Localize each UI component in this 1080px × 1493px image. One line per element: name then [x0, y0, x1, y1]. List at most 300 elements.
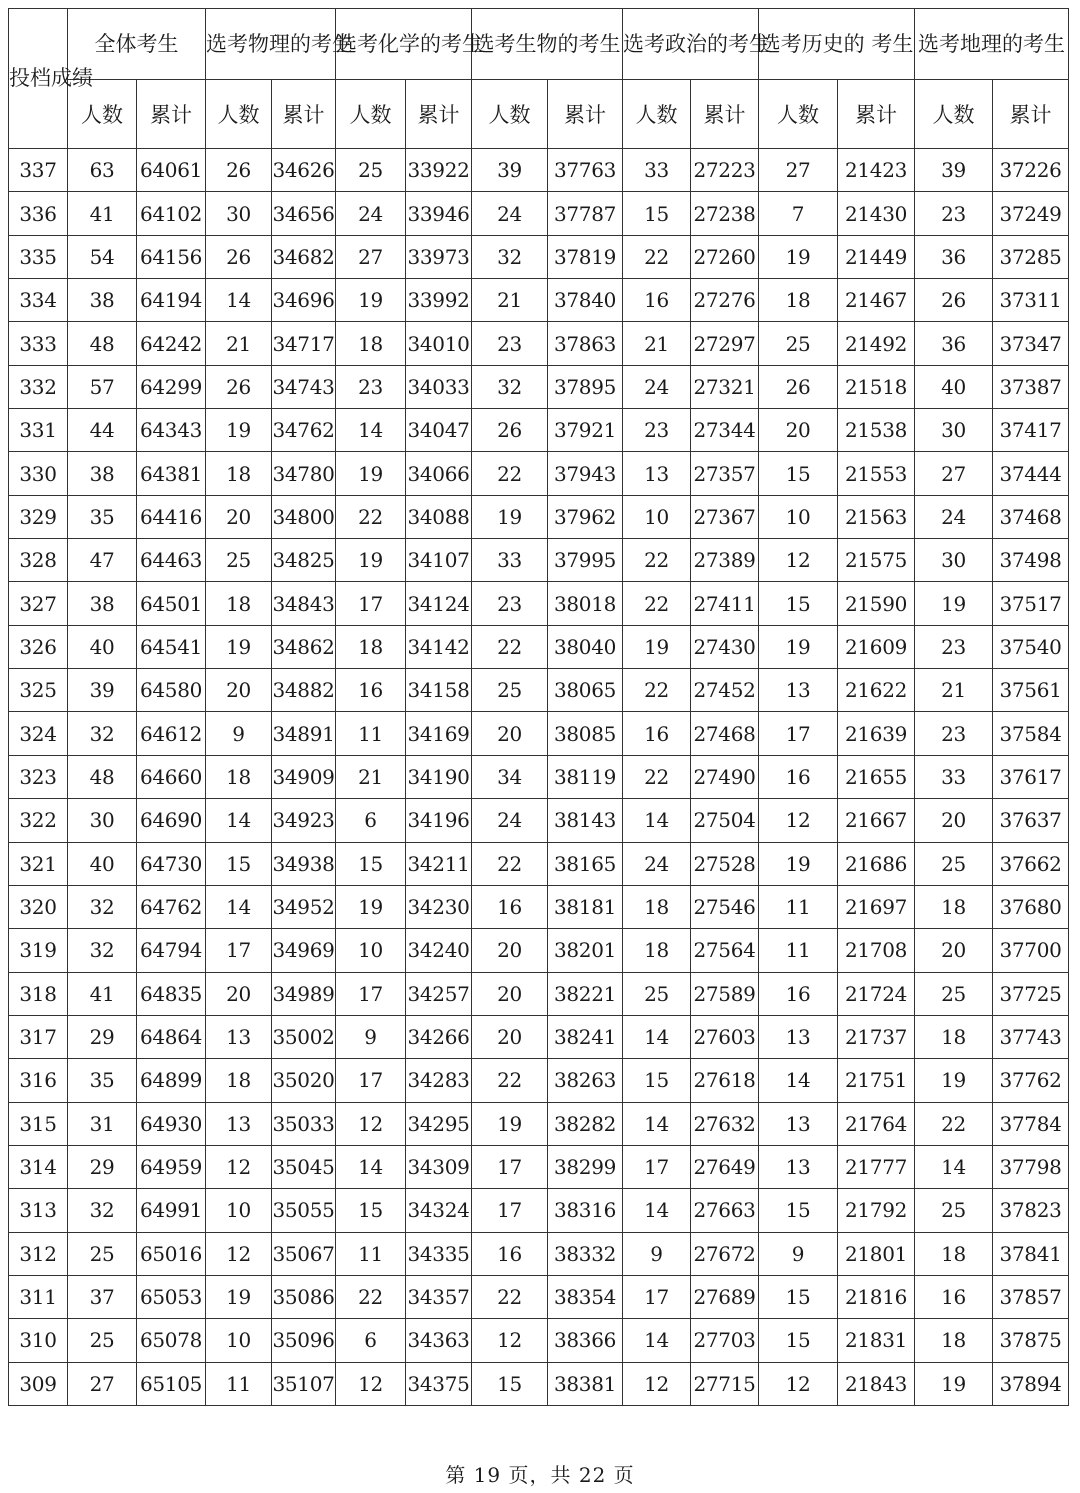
cumulative-cell: 38221	[548, 972, 623, 1015]
cumulative-cell: 21518	[838, 365, 915, 408]
cumulative-cell: 34158	[406, 669, 472, 712]
table-row	[9, 669, 1069, 712]
count-cell: 32	[68, 1189, 137, 1232]
count-cell: 20	[206, 972, 272, 1015]
cumulative-subheader: 累计	[993, 80, 1069, 149]
cumulative-subheader: 累计	[406, 80, 472, 149]
count-cell: 30	[915, 539, 993, 582]
cumulative-cell: 37763	[548, 149, 623, 192]
score-cell: 325	[9, 669, 68, 712]
count-cell: 10	[759, 495, 838, 538]
count-subheader: 人数	[68, 80, 137, 149]
count-cell: 57	[68, 365, 137, 408]
count-cell: 14	[623, 1319, 691, 1362]
cumulative-cell: 64864	[137, 1015, 206, 1058]
group-header-politics: 选考政治的考生	[623, 9, 759, 80]
score-cell: 313	[9, 1189, 68, 1232]
count-cell: 16	[915, 1275, 993, 1318]
count-cell: 22	[336, 495, 406, 538]
cumulative-cell: 64416	[137, 495, 206, 538]
count-cell: 39	[915, 149, 993, 192]
count-cell: 30	[206, 192, 272, 235]
count-cell: 15	[623, 1059, 691, 1102]
cumulative-cell: 37841	[993, 1232, 1069, 1275]
table-row	[9, 1059, 1069, 1102]
group-header-history: 选考历史的 考生	[759, 9, 915, 80]
cumulative-cell: 34762	[272, 409, 336, 452]
count-cell: 32	[472, 235, 548, 278]
count-cell: 15	[336, 1189, 406, 1232]
count-cell: 20	[472, 929, 548, 972]
count-cell: 20	[915, 929, 993, 972]
count-cell: 35	[68, 1059, 137, 1102]
count-cell: 22	[472, 842, 548, 885]
count-cell: 15	[759, 1189, 838, 1232]
score-cell: 334	[9, 279, 68, 322]
cumulative-cell: 38065	[548, 669, 623, 712]
score-cell: 332	[9, 365, 68, 408]
count-cell: 19	[206, 625, 272, 668]
cumulative-cell: 21792	[838, 1189, 915, 1232]
count-cell: 21	[336, 755, 406, 798]
cumulative-cell: 21697	[838, 885, 915, 928]
count-cell: 19	[472, 495, 548, 538]
cumulative-cell: 37617	[993, 755, 1069, 798]
count-cell: 15	[759, 452, 838, 495]
cumulative-cell: 27564	[691, 929, 759, 972]
cumulative-cell: 21538	[838, 409, 915, 452]
cumulative-cell: 37249	[993, 192, 1069, 235]
count-cell: 19	[472, 1102, 548, 1145]
table-row	[9, 539, 1069, 582]
cumulative-cell: 37387	[993, 365, 1069, 408]
count-cell: 14	[623, 1189, 691, 1232]
cumulative-cell: 37894	[993, 1362, 1069, 1405]
cumulative-cell: 38181	[548, 885, 623, 928]
score-cell: 330	[9, 452, 68, 495]
count-cell: 35	[68, 495, 137, 538]
count-cell: 37	[68, 1275, 137, 1318]
count-cell: 26	[759, 365, 838, 408]
count-subheader: 人数	[915, 80, 993, 149]
count-cell: 31	[68, 1102, 137, 1145]
count-cell: 25	[915, 842, 993, 885]
cumulative-cell: 27490	[691, 755, 759, 798]
cumulative-cell: 64343	[137, 409, 206, 452]
table-row	[9, 885, 1069, 928]
count-cell: 38	[68, 582, 137, 625]
cumulative-cell: 34190	[406, 755, 472, 798]
count-cell: 18	[759, 279, 838, 322]
cumulative-cell: 35020	[272, 1059, 336, 1102]
cumulative-cell: 35055	[272, 1189, 336, 1232]
count-cell: 19	[336, 279, 406, 322]
count-cell: 19	[336, 452, 406, 495]
cumulative-cell: 38316	[548, 1189, 623, 1232]
cumulative-cell: 37226	[993, 149, 1069, 192]
count-cell: 32	[472, 365, 548, 408]
count-cell: 22	[336, 1275, 406, 1318]
cumulative-subheader: 累计	[838, 80, 915, 149]
cumulative-cell: 37285	[993, 235, 1069, 278]
cumulative-cell: 21667	[838, 799, 915, 842]
count-cell: 25	[915, 1189, 993, 1232]
cumulative-cell: 34862	[272, 625, 336, 668]
cumulative-cell: 38381	[548, 1362, 623, 1405]
count-cell: 30	[915, 409, 993, 452]
cumulative-cell: 64156	[137, 235, 206, 278]
cumulative-cell: 38201	[548, 929, 623, 972]
table-row	[9, 972, 1069, 1015]
count-cell: 14	[915, 1145, 993, 1188]
page-footer: 第 19 页，共 22 页	[445, 1463, 635, 1487]
cumulative-cell: 21843	[838, 1362, 915, 1405]
group-header-biology: 选考生物的考生	[472, 9, 623, 80]
count-cell: 10	[206, 1189, 272, 1232]
count-cell: 18	[206, 452, 272, 495]
table-row	[9, 1015, 1069, 1058]
cumulative-cell: 21590	[838, 582, 915, 625]
cumulative-cell: 27703	[691, 1319, 759, 1362]
count-cell: 54	[68, 235, 137, 278]
cumulative-cell: 34196	[406, 799, 472, 842]
cumulative-cell: 34843	[272, 582, 336, 625]
count-cell: 23	[915, 192, 993, 235]
table-row	[9, 755, 1069, 798]
cumulative-cell: 37561	[993, 669, 1069, 712]
count-cell: 48	[68, 322, 137, 365]
score-cell: 333	[9, 322, 68, 365]
count-cell: 20	[206, 495, 272, 538]
cumulative-cell: 37444	[993, 452, 1069, 495]
table-row	[9, 1145, 1069, 1188]
cumulative-cell: 64501	[137, 582, 206, 625]
count-cell: 15	[759, 582, 838, 625]
count-cell: 14	[206, 279, 272, 322]
count-cell: 15	[623, 192, 691, 235]
score-cell: 316	[9, 1059, 68, 1102]
cumulative-cell: 27715	[691, 1362, 759, 1405]
count-cell: 12	[336, 1362, 406, 1405]
count-cell: 13	[759, 1145, 838, 1188]
cumulative-subheader: 累计	[691, 80, 759, 149]
cumulative-cell: 37540	[993, 625, 1069, 668]
cumulative-cell: 37840	[548, 279, 623, 322]
count-cell: 19	[915, 582, 993, 625]
cumulative-cell: 37311	[993, 279, 1069, 322]
count-cell: 11	[206, 1362, 272, 1405]
count-cell: 17	[759, 712, 838, 755]
count-cell: 33	[623, 149, 691, 192]
cumulative-cell: 34230	[406, 885, 472, 928]
count-cell: 24	[472, 799, 548, 842]
cumulative-cell: 21449	[838, 235, 915, 278]
score-cell: 311	[9, 1275, 68, 1318]
cumulative-cell: 21737	[838, 1015, 915, 1058]
count-cell: 11	[336, 712, 406, 755]
count-cell: 15	[759, 1275, 838, 1318]
table-row	[9, 582, 1069, 625]
count-cell: 44	[68, 409, 137, 452]
cumulative-cell: 38143	[548, 799, 623, 842]
count-cell: 17	[336, 972, 406, 1015]
count-cell: 21	[206, 322, 272, 365]
table-row	[9, 799, 1069, 842]
count-cell: 32	[68, 712, 137, 755]
cumulative-cell: 27367	[691, 495, 759, 538]
count-cell: 19	[623, 625, 691, 668]
count-cell: 38	[68, 279, 137, 322]
count-cell: 18	[206, 582, 272, 625]
cumulative-cell: 21639	[838, 712, 915, 755]
count-cell: 33	[472, 539, 548, 582]
cumulative-cell: 34626	[272, 149, 336, 192]
cumulative-cell: 21430	[838, 192, 915, 235]
cumulative-cell: 64061	[137, 149, 206, 192]
count-cell: 32	[68, 885, 137, 928]
table-row	[9, 365, 1069, 408]
score-cell: 331	[9, 409, 68, 452]
cumulative-cell: 37584	[993, 712, 1069, 755]
cumulative-cell: 38332	[548, 1232, 623, 1275]
count-cell: 63	[68, 149, 137, 192]
cumulative-cell: 64730	[137, 842, 206, 885]
cumulative-cell: 34066	[406, 452, 472, 495]
count-subheader: 人数	[336, 80, 406, 149]
count-cell: 18	[336, 322, 406, 365]
score-cell: 336	[9, 192, 68, 235]
cumulative-cell: 34825	[272, 539, 336, 582]
cumulative-cell: 64660	[137, 755, 206, 798]
cumulative-cell: 21423	[838, 149, 915, 192]
count-cell: 15	[759, 1319, 838, 1362]
cumulative-cell: 37787	[548, 192, 623, 235]
count-cell: 22	[623, 582, 691, 625]
score-cell: 319	[9, 929, 68, 972]
count-cell: 40	[915, 365, 993, 408]
cumulative-cell: 27546	[691, 885, 759, 928]
cumulative-cell: 38241	[548, 1015, 623, 1058]
count-cell: 21	[623, 322, 691, 365]
cumulative-cell: 34324	[406, 1189, 472, 1232]
score-cell: 312	[9, 1232, 68, 1275]
cumulative-cell: 37995	[548, 539, 623, 582]
table-row	[9, 409, 1069, 452]
cumulative-cell: 34124	[406, 582, 472, 625]
group-header-physics: 选考物理的考生	[206, 9, 336, 80]
cumulative-cell: 37819	[548, 235, 623, 278]
cumulative-cell: 65053	[137, 1275, 206, 1318]
count-cell: 9	[623, 1232, 691, 1275]
cumulative-cell: 37680	[993, 885, 1069, 928]
count-cell: 22	[472, 1059, 548, 1102]
cumulative-cell: 37823	[993, 1189, 1069, 1232]
subheader-row	[9, 80, 1069, 149]
cumulative-cell: 64612	[137, 712, 206, 755]
cumulative-cell: 64541	[137, 625, 206, 668]
cumulative-cell: 37798	[993, 1145, 1069, 1188]
count-cell: 7	[759, 192, 838, 235]
count-cell: 17	[336, 582, 406, 625]
count-cell: 26	[206, 235, 272, 278]
count-cell: 29	[68, 1015, 137, 1058]
count-cell: 36	[915, 322, 993, 365]
table-row	[9, 192, 1069, 235]
table-row	[9, 712, 1069, 755]
count-cell: 27	[336, 235, 406, 278]
cumulative-cell: 27430	[691, 625, 759, 668]
count-cell: 47	[68, 539, 137, 582]
cumulative-cell: 27223	[691, 149, 759, 192]
count-cell: 16	[623, 279, 691, 322]
count-cell: 48	[68, 755, 137, 798]
count-cell: 19	[206, 1275, 272, 1318]
count-cell: 9	[759, 1232, 838, 1275]
count-cell: 12	[472, 1319, 548, 1362]
count-cell: 10	[336, 929, 406, 972]
cumulative-cell: 64242	[137, 322, 206, 365]
count-cell: 11	[336, 1232, 406, 1275]
count-cell: 18	[623, 885, 691, 928]
cumulative-cell: 38040	[548, 625, 623, 668]
group-header-geography: 选考地理的考生	[915, 9, 1069, 80]
count-cell: 19	[336, 539, 406, 582]
count-cell: 13	[206, 1102, 272, 1145]
cumulative-cell: 21553	[838, 452, 915, 495]
cumulative-cell: 21764	[838, 1102, 915, 1145]
cumulative-cell: 34142	[406, 625, 472, 668]
count-cell: 13	[206, 1015, 272, 1058]
cumulative-cell: 27297	[691, 322, 759, 365]
score-cell: 327	[9, 582, 68, 625]
cumulative-cell: 27689	[691, 1275, 759, 1318]
count-cell: 30	[68, 799, 137, 842]
count-cell: 22	[623, 235, 691, 278]
cumulative-cell: 21655	[838, 755, 915, 798]
count-subheader: 人数	[759, 80, 838, 149]
count-cell: 25	[336, 149, 406, 192]
count-cell: 19	[336, 885, 406, 928]
table-row	[9, 1319, 1069, 1362]
count-cell: 34	[472, 755, 548, 798]
cumulative-cell: 27589	[691, 972, 759, 1015]
cumulative-subheader: 累计	[137, 80, 206, 149]
table-row	[9, 149, 1069, 192]
cumulative-cell: 37962	[548, 495, 623, 538]
cumulative-cell: 37468	[993, 495, 1069, 538]
count-cell: 17	[206, 929, 272, 972]
count-cell: 20	[472, 972, 548, 1015]
cumulative-cell: 34696	[272, 279, 336, 322]
count-cell: 27	[759, 149, 838, 192]
cumulative-cell: 37700	[993, 929, 1069, 972]
cumulative-cell: 38366	[548, 1319, 623, 1362]
cumulative-cell: 35086	[272, 1275, 336, 1318]
count-cell: 25	[759, 322, 838, 365]
count-cell: 10	[206, 1319, 272, 1362]
cumulative-cell: 35107	[272, 1362, 336, 1405]
cumulative-cell: 34952	[272, 885, 336, 928]
count-cell: 22	[472, 452, 548, 495]
count-cell: 21	[472, 279, 548, 322]
count-cell: 24	[336, 192, 406, 235]
cumulative-cell: 34717	[272, 322, 336, 365]
count-cell: 16	[472, 1232, 548, 1275]
score-cell: 317	[9, 1015, 68, 1058]
count-cell: 12	[623, 1362, 691, 1405]
cumulative-cell: 38354	[548, 1275, 623, 1318]
cumulative-cell: 27260	[691, 235, 759, 278]
count-cell: 22	[472, 1275, 548, 1318]
table-row	[9, 1362, 1069, 1405]
cumulative-cell: 65078	[137, 1319, 206, 1362]
count-cell: 21	[915, 669, 993, 712]
cumulative-cell: 34240	[406, 929, 472, 972]
count-cell: 22	[623, 669, 691, 712]
cumulative-cell: 34909	[272, 755, 336, 798]
count-cell: 19	[759, 235, 838, 278]
score-cell: 322	[9, 799, 68, 842]
cumulative-cell: 38085	[548, 712, 623, 755]
table-row	[9, 235, 1069, 278]
count-cell: 23	[336, 365, 406, 408]
cumulative-cell: 34257	[406, 972, 472, 1015]
cumulative-cell: 64959	[137, 1145, 206, 1188]
cumulative-cell: 35033	[272, 1102, 336, 1145]
cumulative-cell: 38018	[548, 582, 623, 625]
cumulative-cell: 64991	[137, 1189, 206, 1232]
cumulative-cell: 27321	[691, 365, 759, 408]
cumulative-cell: 21708	[838, 929, 915, 972]
cumulative-cell: 34375	[406, 1362, 472, 1405]
count-cell: 16	[759, 972, 838, 1015]
cumulative-cell: 64381	[137, 452, 206, 495]
count-cell: 13	[623, 452, 691, 495]
count-cell: 16	[472, 885, 548, 928]
count-cell: 25	[915, 972, 993, 1015]
count-cell: 11	[759, 929, 838, 972]
cumulative-cell: 64930	[137, 1102, 206, 1145]
cumulative-cell: 33992	[406, 279, 472, 322]
table-row	[9, 1189, 1069, 1232]
count-cell: 25	[472, 669, 548, 712]
count-cell: 22	[623, 539, 691, 582]
count-cell: 12	[759, 799, 838, 842]
count-cell: 9	[336, 1015, 406, 1058]
cumulative-cell: 37637	[993, 799, 1069, 842]
score-cell: 320	[9, 885, 68, 928]
count-cell: 12	[206, 1145, 272, 1188]
count-cell: 22	[472, 625, 548, 668]
cumulative-cell: 35002	[272, 1015, 336, 1058]
count-cell: 19	[915, 1362, 993, 1405]
cumulative-cell: 34682	[272, 235, 336, 278]
cumulative-cell: 64299	[137, 365, 206, 408]
count-subheader: 人数	[623, 80, 691, 149]
count-cell: 14	[336, 409, 406, 452]
score-cell: 309	[9, 1362, 68, 1405]
cumulative-cell: 34882	[272, 669, 336, 712]
cumulative-cell: 34969	[272, 929, 336, 972]
count-cell: 16	[336, 669, 406, 712]
count-cell: 25	[206, 539, 272, 582]
cumulative-cell: 27632	[691, 1102, 759, 1145]
cumulative-cell: 33922	[406, 149, 472, 192]
cumulative-cell: 64463	[137, 539, 206, 582]
cumulative-cell: 34295	[406, 1102, 472, 1145]
count-cell: 24	[472, 192, 548, 235]
table-row	[9, 279, 1069, 322]
